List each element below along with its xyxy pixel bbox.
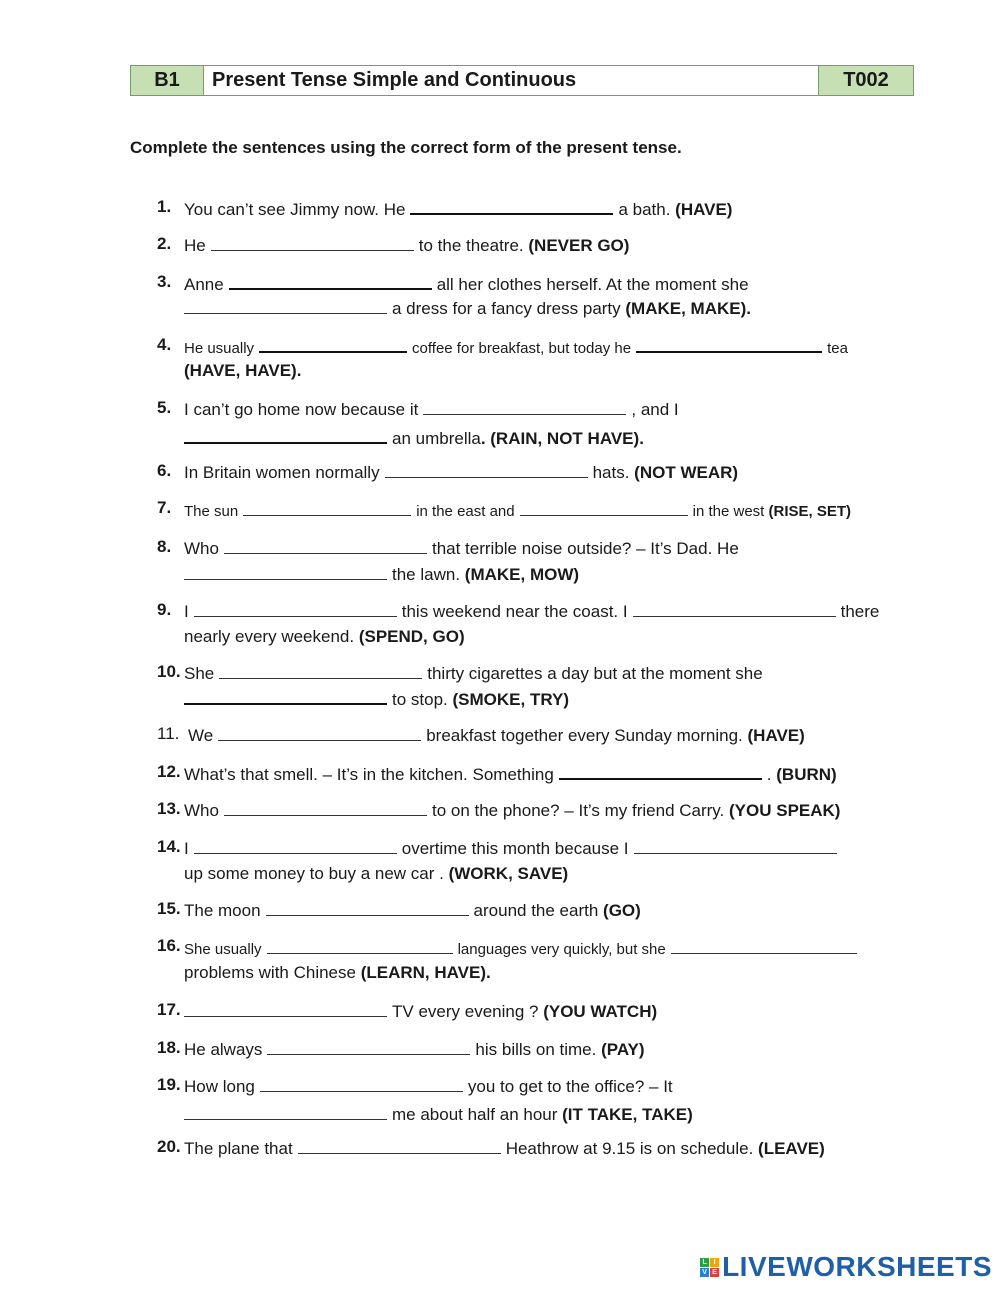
answer-blank[interactable]	[385, 461, 588, 478]
item-number: 19.	[157, 1075, 181, 1094]
worksheet-code: T002	[819, 66, 913, 95]
item-number: 8.	[157, 537, 172, 556]
item-number: 11.	[157, 724, 180, 743]
item-13: Who to on the phone? – It’s my friend Carry. (YOU SPEAK)	[184, 801, 841, 820]
answer-blank[interactable]	[224, 537, 427, 554]
answer-blank[interactable]	[423, 398, 626, 415]
item-8: Who that terrible noise outside? – It’s Dad. He	[184, 539, 739, 558]
item-number: 4.	[157, 335, 172, 354]
logo-mark-icon: L I V E	[700, 1258, 719, 1277]
answer-blank[interactable]	[259, 335, 407, 353]
item-7: The sun in the east and in the west (RISE, SET)	[184, 499, 851, 522]
item-number: 20.	[157, 1137, 181, 1156]
liveworksheets-logo	[700, 1251, 992, 1283]
answer-blank[interactable]	[243, 499, 411, 516]
answer-blank[interactable]	[636, 335, 822, 353]
answer-blank[interactable]	[184, 1103, 387, 1120]
item-8-cont: the lawn. (MAKE, MOW)	[184, 563, 579, 585]
item-15: The moon around the earth (GO)	[184, 901, 641, 920]
answer-blank[interactable]	[194, 837, 397, 854]
item-17: TV every evening ? (YOU WATCH)	[184, 1000, 657, 1022]
item-4: He usually coffee for breakfast, but today he tea	[184, 335, 848, 359]
item-16: She usually languages very quickly, but she	[184, 937, 862, 960]
item-number: 15.	[157, 899, 181, 918]
item-number: 13.	[157, 799, 181, 818]
item-10: She thirty cigarettes a day but at the moment she	[184, 664, 763, 683]
answer-blank[interactable]	[633, 600, 836, 617]
item-number: 18.	[157, 1038, 181, 1057]
answer-blank[interactable]	[219, 662, 422, 679]
answer-blank[interactable]	[184, 426, 387, 444]
item-3-cont: a dress for a fancy dress party (MAKE, MAKE).	[184, 297, 751, 319]
item-number: 3.	[157, 272, 172, 291]
item-5-cont: an umbrella. (RAIN, NOT HAVE).	[184, 426, 644, 449]
item-14-cont: up some money to buy a new car . (WORK, SAVE)	[184, 864, 569, 883]
item-4-cont: (HAVE, HAVE).	[184, 361, 302, 380]
item-14: I overtime this month because I	[184, 837, 842, 859]
item-number: 5.	[157, 398, 172, 417]
item-19: How long you to get to the office? – It	[184, 1077, 673, 1096]
answer-blank[interactable]	[267, 937, 453, 954]
item-number: 9.	[157, 600, 172, 619]
answer-blank[interactable]	[224, 799, 427, 816]
item-number: 16.	[157, 936, 181, 955]
answer-blank[interactable]	[559, 762, 762, 780]
item-number: 17.	[157, 1000, 181, 1019]
item-20: The plane that Heathrow at 9.15 is on schedule. (LEAVE)	[184, 1139, 825, 1158]
answer-blank[interactable]	[410, 197, 613, 215]
item-number: 2.	[157, 234, 172, 253]
item-9-cont: nearly every weekend. (SPEND, GO)	[184, 627, 465, 646]
item-2: He to the theatre. (NEVER GO)	[184, 236, 630, 255]
item-number: 7.	[157, 498, 172, 517]
answer-blank[interactable]	[298, 1137, 501, 1154]
item-number: 12.	[157, 762, 181, 781]
item-9: I this weekend near the coast. I there	[184, 602, 880, 621]
answer-blank[interactable]	[194, 600, 397, 617]
item-11: We breakfast together every Sunday morning. (HAVE)	[188, 726, 805, 745]
worksheet-title: Present Tense Simple and Continuous	[204, 66, 819, 95]
answer-blank[interactable]	[184, 297, 387, 314]
item-16-cont: problems with Chinese (LEARN, HAVE).	[184, 963, 491, 982]
answer-blank[interactable]	[184, 687, 387, 705]
item-6: In Britain women normally hats. (NOT WEAR)	[184, 463, 739, 482]
level-cell: B1	[131, 66, 204, 95]
answer-blank[interactable]	[218, 724, 421, 741]
item-number: 10.	[157, 662, 181, 681]
answer-blank[interactable]	[267, 1038, 470, 1055]
answer-blank[interactable]	[184, 1000, 387, 1017]
logo-text: LIVEWORKSHEETS	[722, 1251, 992, 1282]
item-5: I can’t go home now because it , and I	[184, 400, 679, 419]
answer-blank[interactable]	[520, 499, 688, 516]
item-3: Anne all her clothes herself. At the moment she	[184, 272, 749, 295]
item-12: What’s that smell. – It’s in the kitchen. Something . (BURN)	[184, 762, 837, 785]
item-18: He always his bills on time. (PAY)	[184, 1040, 645, 1059]
answer-blank[interactable]	[266, 899, 469, 916]
item-1: You can’t see Jimmy now. He a bath. (HAVE)	[184, 197, 732, 220]
header-table	[130, 65, 914, 96]
item-number: 14.	[157, 837, 181, 856]
answer-blank[interactable]	[184, 563, 387, 580]
answer-blank[interactable]	[260, 1075, 463, 1092]
item-19-cont: me about half an hour (IT TAKE, TAKE)	[184, 1103, 693, 1125]
answer-blank[interactable]	[671, 937, 857, 954]
answer-blank[interactable]	[229, 272, 432, 290]
instruction: Complete the sentences using the correct form of the present tense.	[130, 138, 682, 157]
item-10-cont: to stop. (SMOKE, TRY)	[184, 687, 569, 710]
answer-blank[interactable]	[634, 837, 837, 854]
item-number: 6.	[157, 461, 172, 480]
item-number: 1.	[157, 197, 172, 216]
answer-blank[interactable]	[211, 234, 414, 251]
